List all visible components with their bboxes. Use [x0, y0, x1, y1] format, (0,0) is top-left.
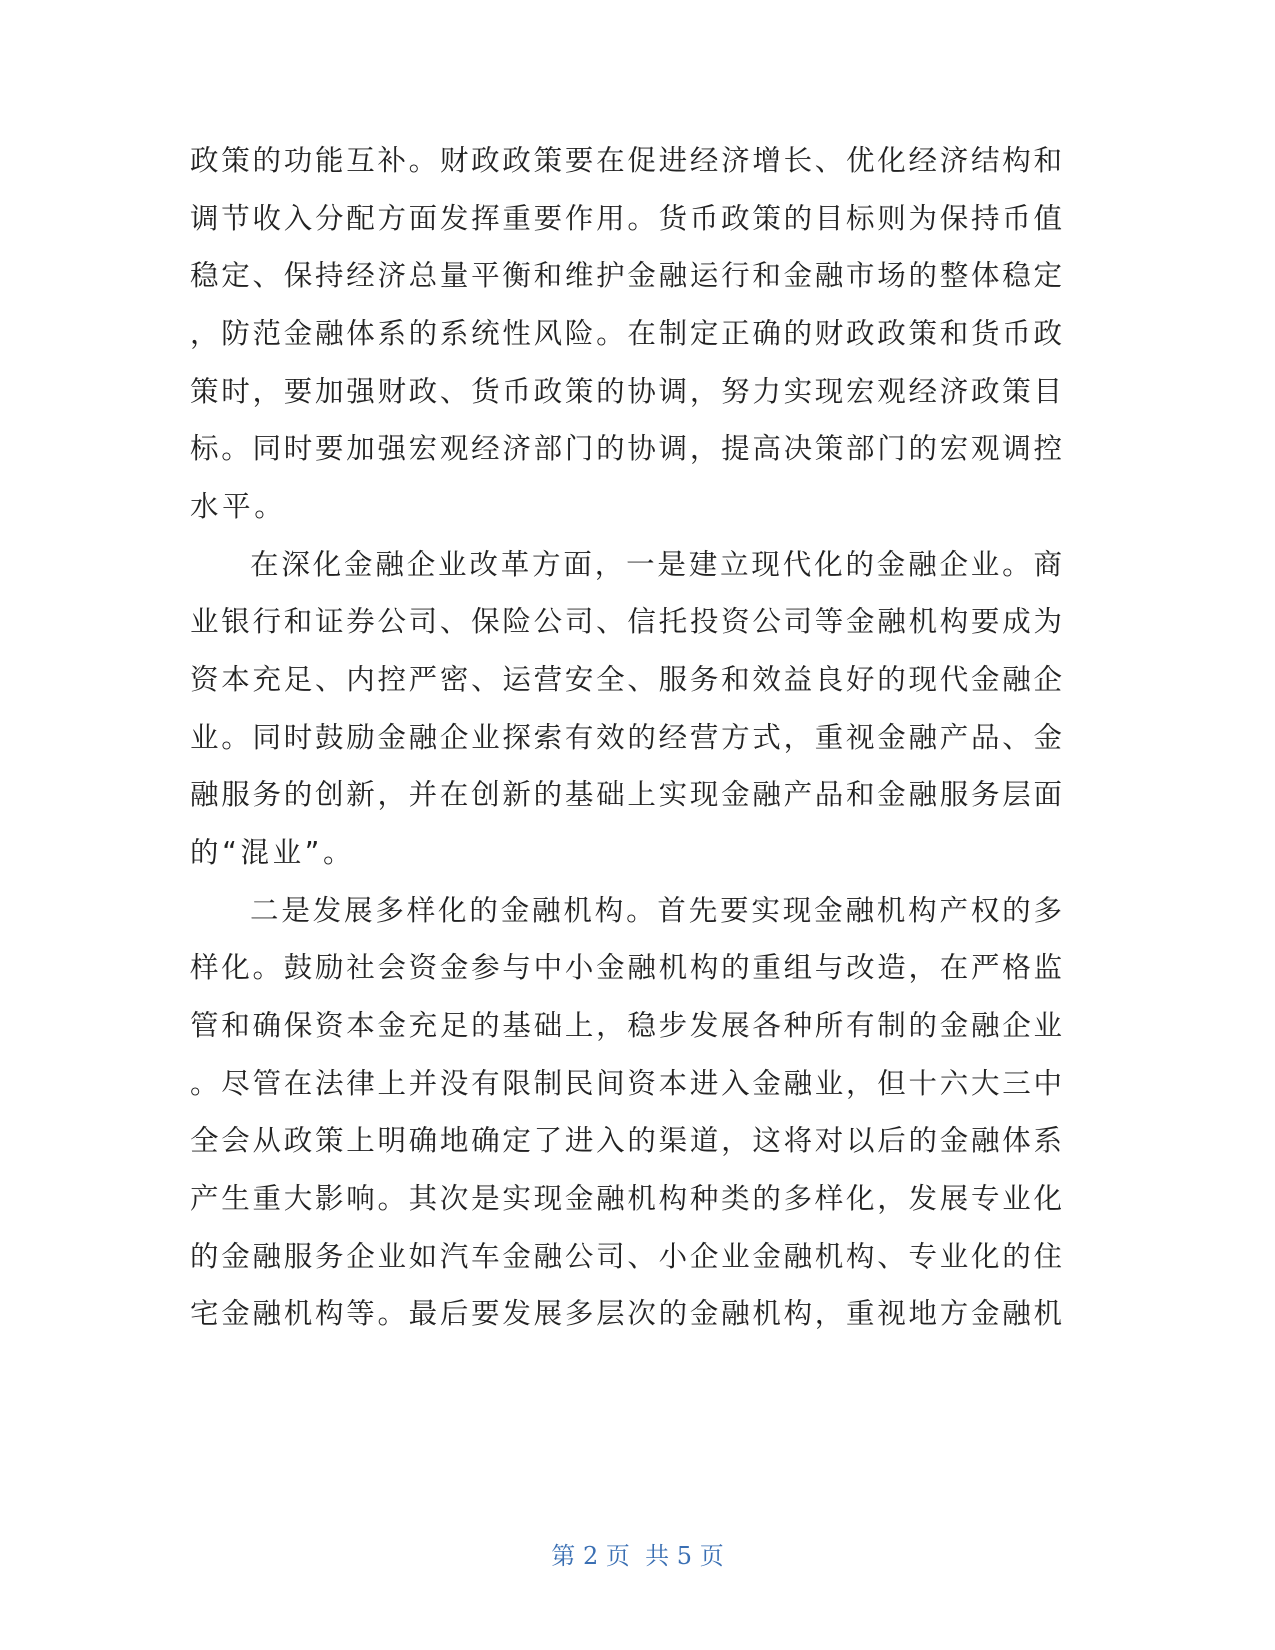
- text-line: 全会从政策上明确地确定了进入的渠道，这将对以后的金融体系: [190, 1124, 1062, 1157]
- footer-suffix: 页: [699, 1542, 724, 1570]
- text-line: 管和确保资本金充足的基础上，稳步发展各种所有制的金融企业: [190, 1009, 1062, 1042]
- text-line: 。尽管在法律上并没有限制民间资本进入金融业，但十六大三中: [190, 1067, 1062, 1100]
- text-line: 调节收入分配方面发挥重要作用。货币政策的目标则为保持币值: [190, 202, 1062, 235]
- paragraph-first-line: 在深化金融企业改革方面，一是建立现代化的金融企业。商: [250, 548, 1062, 581]
- text-line: 融服务的创新，并在创新的基础上实现金融产品和金融服务层面: [190, 778, 1062, 811]
- text-line: 稳定、保持经济总量平衡和维护金融运行和金融市场的整体稳定: [190, 259, 1062, 292]
- footer-middle: 页 共: [605, 1542, 670, 1570]
- text-line: 样化。鼓励社会资金参与中小金融机构的重组与改造，在严格监: [190, 951, 1062, 984]
- text-line: 策时，要加强财政、货币政策的协调，努力实现宏观经济政策目: [190, 375, 1062, 408]
- current-page-number: 2: [582, 1542, 599, 1570]
- total-page-count: 5: [676, 1542, 693, 1570]
- text-line: ，防范金融体系的系统性风险。在制定正确的财政政策和货币政: [190, 317, 1062, 350]
- text-line: 的“混业”。: [190, 836, 356, 869]
- text-line: 资本充足、内控严密、运营安全、服务和效益良好的现代金融企: [190, 663, 1062, 696]
- paragraph-first-line: 二是发展多样化的金融机构。首先要实现金融机构产权的多: [250, 894, 1062, 927]
- text-line: 政策的功能互补。财政政策要在促进经济增长、优化经济结构和: [190, 144, 1062, 177]
- text-line: 的金融服务企业如汽车金融公司、小企业金融机构、专业化的住: [190, 1240, 1062, 1273]
- footer-prefix: 第: [551, 1542, 576, 1570]
- text-line: 标。同时要加强宏观经济部门的协调，提高决策部门的宏观调控: [190, 432, 1062, 465]
- text-line: 产生重大影响。其次是实现金融机构种类的多样化，发展专业化: [190, 1182, 1062, 1215]
- page-footer: [0, 1540, 1275, 1572]
- text-line: 业银行和证券公司、保险公司、信托投资公司等金融机构要成为: [190, 605, 1062, 638]
- text-line: 业。同时鼓励金融企业探索有效的经营方式，重视金融产品、金: [190, 721, 1062, 754]
- text-line: 宅金融机构等。最后要发展多层次的金融机构，重视地方金融机: [190, 1297, 1062, 1330]
- text-line: 水平。: [190, 490, 287, 523]
